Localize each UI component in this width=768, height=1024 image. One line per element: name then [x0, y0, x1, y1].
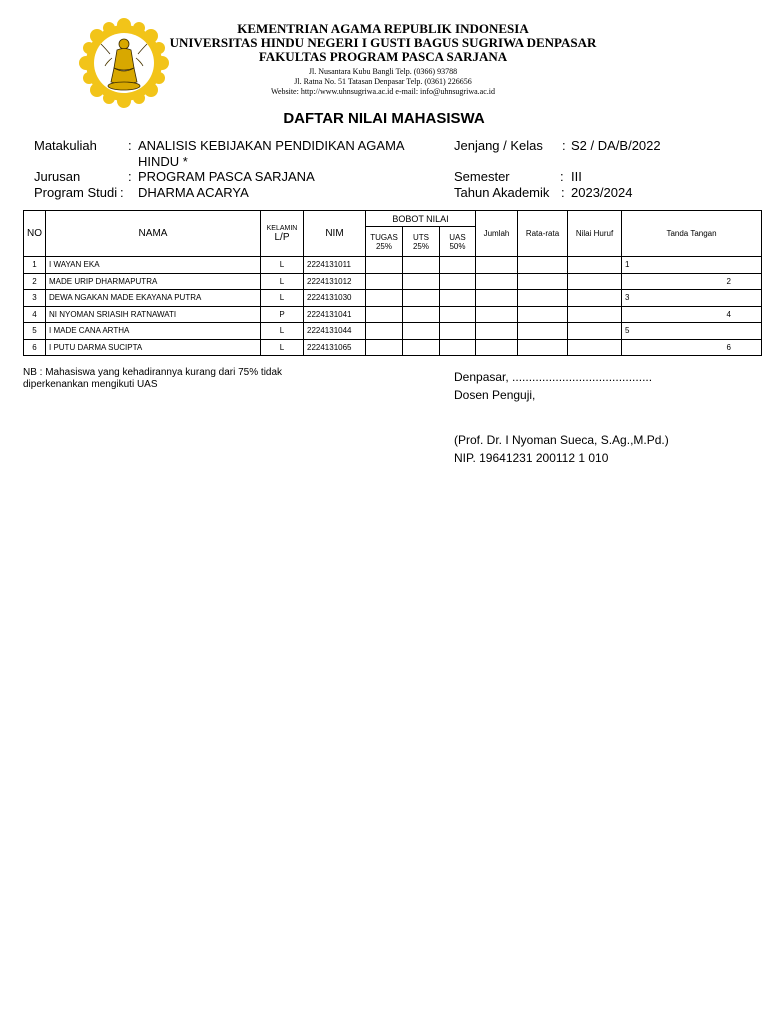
table-row	[24, 290, 762, 307]
col-header-no: NO	[24, 211, 46, 257]
cell-lp: L	[261, 273, 304, 290]
info-label: Jurusan	[34, 169, 81, 184]
info-label: Program Studi	[34, 184, 118, 200]
info-label: Tahun Akademik	[454, 184, 550, 200]
col-header-nim: NIM	[304, 211, 366, 257]
cell-nama: NI NYOMAN SRIASIH RATNAWATI	[46, 306, 261, 323]
cell-lp: P	[261, 306, 304, 323]
cell-rata	[518, 257, 568, 274]
cell-lp: L	[261, 257, 304, 274]
cell-jumlah	[476, 306, 518, 323]
cell-jumlah	[476, 339, 518, 356]
cell-uas	[440, 339, 476, 356]
cell-nim: 2224131044	[304, 323, 366, 340]
cell-uts	[403, 290, 440, 307]
info-value: PROGRAM PASCA SARJANA	[138, 169, 315, 184]
info-colon: :	[562, 138, 566, 153]
cell-nama: I WAYAN EKA	[46, 257, 261, 274]
cell-uas	[440, 257, 476, 274]
cell-jumlah	[476, 323, 518, 340]
cell-nim: 2224131030	[304, 290, 366, 307]
cell-uts	[403, 323, 440, 340]
info-row-semester	[454, 169, 704, 185]
signature-place-date: Denpasar, ..........................................	[454, 370, 653, 384]
info-row-tahun	[454, 185, 704, 201]
info-colon: :	[120, 184, 124, 200]
cell-no: 2	[24, 273, 46, 290]
col-header-jumlah: Jumlah	[476, 211, 518, 257]
cell-ttd: 4	[622, 306, 762, 323]
signature-role: Dosen Penguji,	[454, 388, 536, 402]
cell-nim: 2224131065	[304, 339, 366, 356]
info-label: Matakuliah	[34, 138, 97, 153]
cell-no: 3	[24, 290, 46, 307]
cell-ttd: 1	[622, 257, 762, 274]
course-info	[34, 138, 434, 200]
info-value: III	[571, 169, 582, 184]
info-row-jurusan	[34, 169, 434, 185]
cell-no: 6	[24, 339, 46, 356]
cell-nama: DEWA NGAKAN MADE EKAYANA PUTRA	[46, 290, 261, 307]
cell-tugas	[366, 306, 403, 323]
cell-rata	[518, 290, 568, 307]
table-row	[24, 306, 762, 323]
cell-uas	[440, 323, 476, 340]
cell-nim: 2224131011	[304, 257, 366, 274]
info-row-prodi	[34, 185, 434, 201]
table-row	[24, 339, 762, 356]
signature-block	[454, 368, 669, 467]
cell-huruf	[568, 323, 622, 340]
university-name: UNIVERSITAS HINDU NEGERI I GUSTI BAGUS SUGRIWA DENPASAR	[169, 35, 597, 50]
address-line-1: Jl. Nusantara Kubu Bangli Telp. (0366) 93788	[308, 67, 458, 76]
cell-uts	[403, 257, 440, 274]
cell-rata	[518, 323, 568, 340]
letterhead	[150, 22, 616, 97]
uts-label: UTS	[413, 232, 429, 242]
cell-no: 1	[24, 257, 46, 274]
kelamin-label: KELAMIN	[266, 224, 298, 232]
cell-huruf	[568, 290, 622, 307]
cell-rata	[518, 306, 568, 323]
cell-huruf	[568, 257, 622, 274]
cell-nama: I PUTU DARMA SUCIPTA	[46, 339, 261, 356]
uts-pct: 25%	[412, 241, 429, 251]
info-value-continued: HINDU *	[138, 153, 188, 169]
col-header-tugas	[366, 227, 403, 257]
col-header-ttd: Tanda Tangan	[622, 211, 762, 257]
cell-uts	[403, 306, 440, 323]
cell-tugas	[366, 339, 403, 356]
col-header-bobot: BOBOT NILAI	[366, 211, 476, 227]
uas-pct: 50%	[449, 241, 466, 251]
cell-rata	[518, 273, 568, 290]
cell-rata	[518, 339, 568, 356]
info-row-matakuliah-cont	[34, 154, 434, 170]
cell-uas	[440, 290, 476, 307]
info-value: DHARMA ACARYA	[138, 184, 249, 200]
cell-uts	[403, 339, 440, 356]
table-row	[24, 273, 762, 290]
info-value: ANALISIS KEBIJAKAN PENDIDIKAN AGAMA	[138, 138, 405, 153]
info-colon: :	[561, 184, 565, 200]
cell-ttd: 5	[622, 323, 762, 340]
uas-label: UAS	[449, 232, 466, 242]
cell-jumlah	[476, 273, 518, 290]
cell-nama: MADE URIP DHARMAPUTRA	[46, 273, 261, 290]
info-row-matakuliah	[34, 138, 434, 154]
cell-jumlah	[476, 257, 518, 274]
cell-ttd: 6	[622, 339, 762, 356]
col-header-uts	[403, 227, 440, 257]
tugas-label: TUGAS	[370, 232, 398, 242]
col-header-uas	[440, 227, 476, 257]
info-label: Semester	[454, 169, 510, 184]
tugas-pct: 25%	[375, 241, 392, 251]
grades-body	[24, 257, 762, 356]
signatory-nip: NIP. 19641231 200112 1 010	[454, 451, 609, 465]
ministry-name: KEMENTRIAN AGAMA REPUBLIK INDONESIA	[237, 21, 529, 36]
col-header-nama: NAMA	[46, 211, 261, 257]
col-header-huruf: Nilai Huruf	[568, 211, 622, 257]
info-colon: :	[128, 169, 132, 184]
info-value: 2023/2024	[571, 184, 633, 200]
cell-tugas	[366, 273, 403, 290]
lp-label: L/P	[274, 231, 290, 243]
info-row-jenjang	[454, 138, 704, 154]
cell-nim: 2224131012	[304, 273, 366, 290]
col-header-kelamin	[261, 211, 304, 257]
faculty-name: FAKULTAS PROGRAM PASCA SARJANA	[258, 49, 508, 64]
cell-tugas	[366, 323, 403, 340]
class-info	[454, 138, 704, 200]
cell-huruf	[568, 339, 622, 356]
attendance-note: NB : Mahasiswa yang kehadirannya kurang dari 75% tidak diperkenankan mengikuti UAS	[23, 367, 283, 390]
table-row	[24, 323, 762, 340]
address-line-2: Jl. Ratna No. 51 Tatasan Denpasar Telp. (0361) 226656	[294, 77, 472, 86]
cell-nama: I MADE CANA ARTHA	[46, 323, 261, 340]
table-row	[24, 257, 762, 274]
cell-ttd: 2	[622, 273, 762, 290]
website-line: Website: http://www.uhnsugriwa.ac.id e-mail: info@uhnsugriwa.ac.id	[271, 87, 495, 96]
cell-no: 5	[24, 323, 46, 340]
signature-space	[454, 404, 669, 431]
cell-lp: L	[261, 323, 304, 340]
grades-table	[23, 210, 762, 356]
cell-ttd: 3	[622, 290, 762, 307]
cell-uas	[440, 273, 476, 290]
cell-lp: L	[261, 339, 304, 356]
cell-huruf	[568, 273, 622, 290]
info-value: S2 / DA/B/2022	[571, 138, 661, 153]
cell-uts	[403, 273, 440, 290]
info-colon: :	[128, 138, 132, 153]
info-spacer	[454, 154, 704, 170]
cell-no: 4	[24, 306, 46, 323]
cell-jumlah	[476, 290, 518, 307]
cell-huruf	[568, 306, 622, 323]
cell-lp: L	[261, 290, 304, 307]
cell-tugas	[366, 290, 403, 307]
cell-nim: 2224131041	[304, 306, 366, 323]
page-title: DAFTAR NILAI MAHASISWA	[283, 110, 485, 127]
signatory-name: (Prof. Dr. I Nyoman Sueca, S.Ag.,M.Pd.)	[454, 433, 669, 447]
info-label: Jenjang / Kelas	[454, 138, 543, 153]
info-colon: :	[560, 169, 564, 184]
col-header-rata: Rata-rata	[518, 211, 568, 257]
cell-tugas	[366, 257, 403, 274]
cell-uas	[440, 306, 476, 323]
